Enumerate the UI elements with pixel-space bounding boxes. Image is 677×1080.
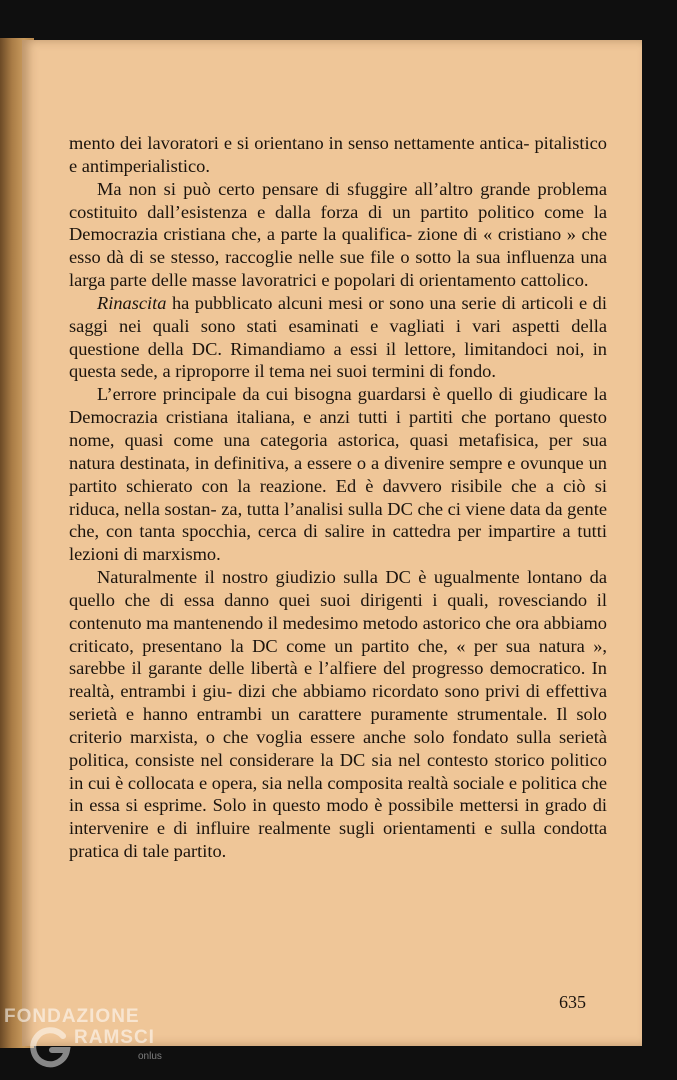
watermark-onlus: onlus — [138, 1051, 162, 1062]
book-page — [22, 40, 642, 1046]
paragraph-3 — [69, 292, 607, 383]
paragraph-3-text: ha pubblicato alcuni mesi or sono una serie di articoli e di saggi nei quali sono stati esaminati e vagliati i vari aspetti della questione della DC. Rimandiamo a essi il lettore, limitandoci noi, in questa sede, a riproporre il tema nei suoi termini di fondo. — [69, 292, 607, 382]
paragraph-4: L’errore principale da cui bisogna guardarsi è quello di giudicare la Democrazia cristiana italiana, e anzi tutti i partiti che portano questo nome, quasi come una categoria astorica, quasi metafisica, per sua natura destinata, in definitiva, a essere o a divenire sempre e ovunque un partito schierato con la reazione. Ed è davvero risibile che a ciò si riduca, nella sostan- za, tutta l’analisi sulla DC che ci viene data da gente che, con tanta spocchia, cerca di salire in cattedra per impartire a tutti lezioni di marxismo. — [69, 384, 607, 565]
paragraph-2: Ma non si può certo pensare di sfuggire all’altro grande problema costituito dall’esistenza e dalla forza di un partito politico come la Democrazia cristiana che, a parte la qualifica- zione di « cristiano » che esso dà di se stesso, raccoglie nelle sue file o sotto la sua influenza una larga parte delle masse lavoratrici e popolari di orientamento cattolico. — [69, 178, 607, 291]
page-number: 635 — [559, 992, 586, 1012]
gramsci-g-logo-icon — [30, 1026, 72, 1068]
paragraph-1: mento dei lavoratori e si orientano in senso nettamente antica- pitalistico e antimperialistico. — [69, 133, 607, 176]
paragraph-5: Naturalmente il nostro giudizio sulla DC è ugualmente lontano da quello che di essa danno quei suoi dirigenti i quali, rovesciando il contenuto ma mantenendo il medesimo metodo astorico che ora abbiamo criticato, presentano la DC come un partito che, « per sua natura », sarebbe il garante delle libertà e l’alfiere del progresso democratico. In realtà, entrambi i giu- dizi che abbiamo ricordato sono privi di effettiva serietà e hanno entrambi un carattere puramente strumentale. Il solo criterio marxista, o che voglia essere anche solo fondato sulla serietà politica, consiste nel considerare la DC sia nel contesto storico politico in cui è collocata e opera, sia nella composita realtà sociale e politica che in essa si esprime. Solo in questo modo è possibile mettersi in grado di intervenire e di influire realmente sugli orientamenti e sulla condotta pratica di tale partito. — [69, 567, 607, 862]
body-text — [69, 132, 607, 863]
fondazione-gramsci-watermark — [4, 1006, 184, 1076]
journal-title-italic: Rinascita — [97, 292, 167, 313]
watermark-line1: FONDAZIONE — [4, 1006, 140, 1027]
watermark-line2: RAMSCI — [74, 1027, 155, 1048]
